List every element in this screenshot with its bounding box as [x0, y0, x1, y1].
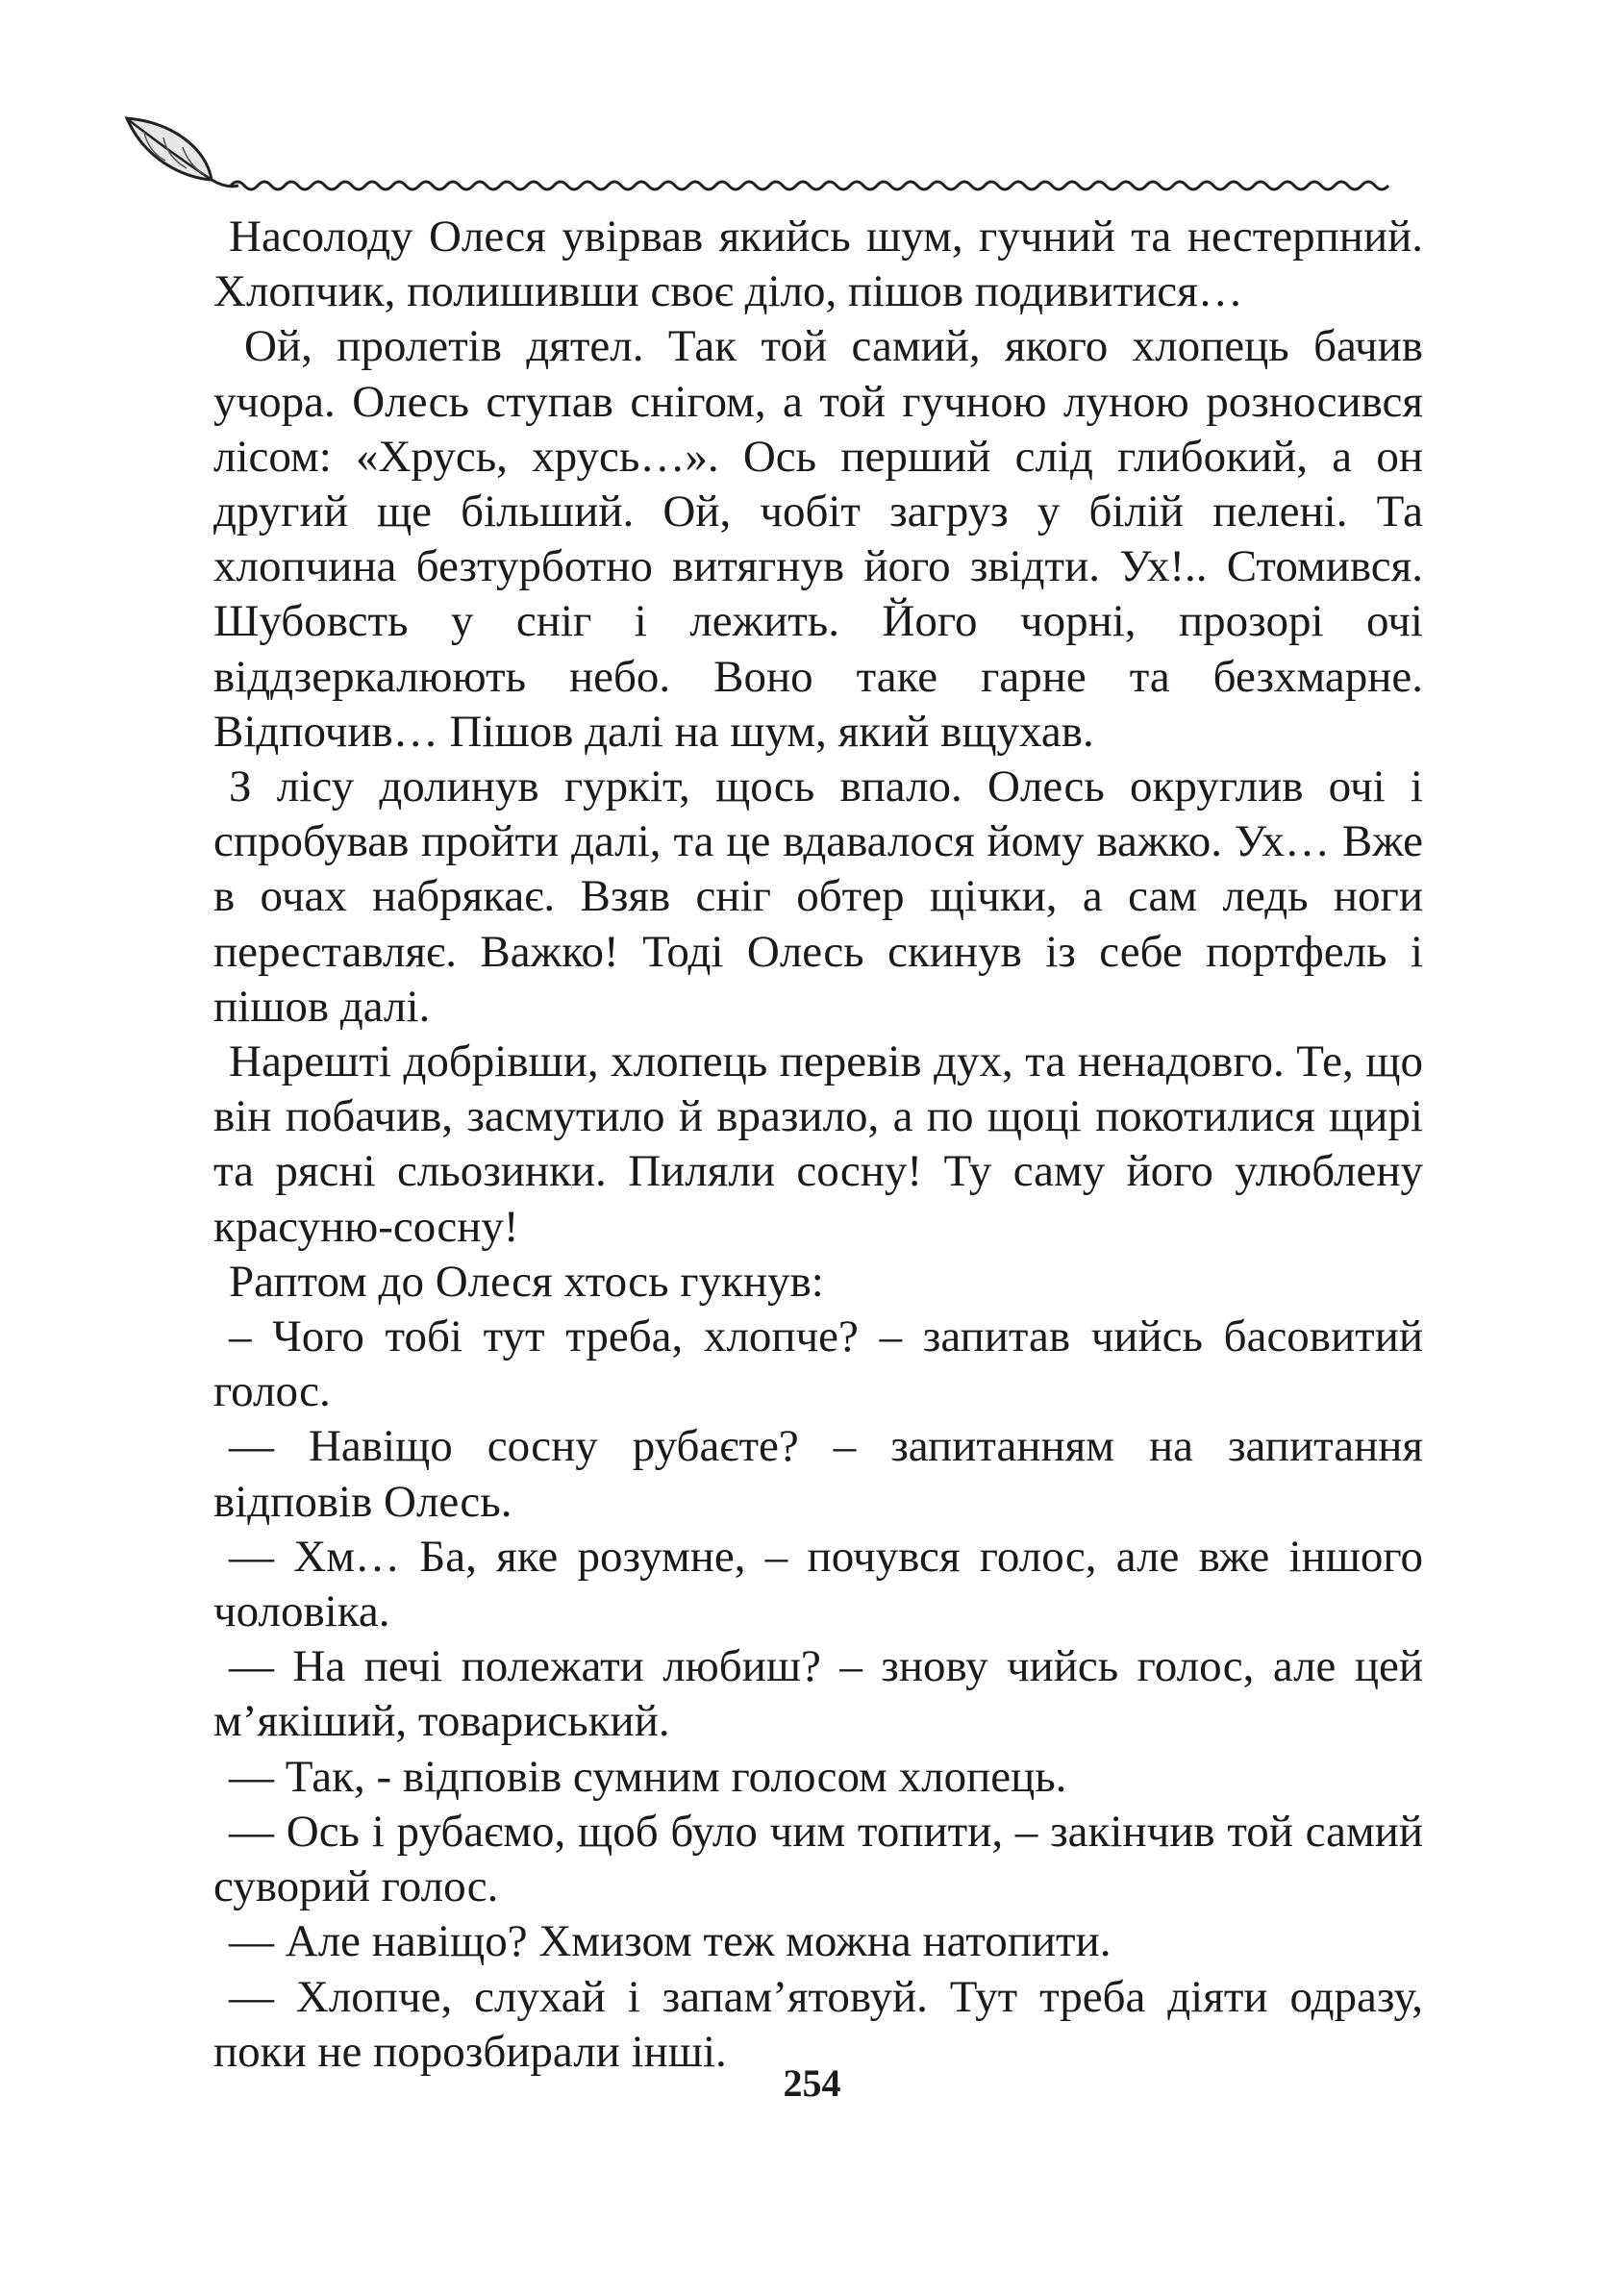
- header-ornament: [115, 111, 1433, 197]
- paragraph: Ой, пролетів дятел. Так той самий, якого хлопець бачив учора. Олесь ступав снігом, а той гучною луною розносився лісом: «Хрусь, хрусь…». Ось перший слід глибокий, а он другий ще більший. Ой, чобіт загруз у білій пелені. Та хлопчина безтурботно витягнув його звідти. Ух!.. Стомився. Шубовсть у сніг і лежить. Його чорні, прозорі очі віддзеркалюють небо. Воно таке гарне та безхмарне. Відпочив… Пішов далі на шум, який вщухав.: [213, 321, 1423, 757]
- page-number: 254: [783, 2061, 841, 2105]
- dialogue-line: — Хлопче, слухай і запам’ятовуй. Тут треба діяти одразу, поки не порозбирали інші.: [213, 1971, 1423, 2077]
- paragraph: Раптом до Олеся хтось гукнув:: [229, 1256, 824, 1307]
- dialogue-line: — Навіщо сосну рубаєте? – запитанням на запитання відповів Олесь.: [213, 1421, 1423, 1527]
- dialogue-line: — На печі полежати любиш? – знову чийсь голос, але цей м’якіший, товариський.: [213, 1641, 1423, 1747]
- paragraph: З лісу долинув гуркіт, щось впало. Олесь округлив очі і спробував пройти далі, та це вдавалося йому важко. Ух… Вже в очах набрякає. Взяв сніг обтер щічки, а сам ледь ноги переставляє. Важко! Тоді Олесь скинув із себе портфель і пішов далі.: [213, 761, 1423, 1032]
- dialogue-line: — Ось і рубаємо, щоб було чим топити, – закінчив той самий суворий голос.: [213, 1806, 1423, 1912]
- feather-quill-icon: [127, 118, 238, 187]
- dialogue-line: — Так, - відповів сумним голосом хлопець.: [229, 1751, 1067, 1802]
- paragraph: Нарешті добрівши, хлопець перевів дух, та ненадовго. Те, що він побачив, засмутило й вразило, а по щоці покотилися щирі та рясні сльозинки. Пиляли сосну! Ту саму його улюблену красуню-сосну!: [213, 1036, 1423, 1252]
- dialogue-line: — Але навіщо? Хмизом теж можна натопити.: [229, 1916, 1112, 1967]
- body-text: [213, 210, 1423, 2080]
- paragraph: Насолоду Олеся увірвав якийсь шум, гучний та нестерпний. Хлопчик, полишивши своє діло, пішов подивитися…: [213, 212, 1423, 317]
- dialogue-line: — Хм… Ба, яке розумне, – почувся голос, але вже іншого чоловіка.: [213, 1531, 1423, 1637]
- dialogue-line: – Чого тобі тут треба, хлопче? – запитав чийсь басовитий голос.: [213, 1311, 1423, 1417]
- wavy-divider: [231, 182, 1388, 189]
